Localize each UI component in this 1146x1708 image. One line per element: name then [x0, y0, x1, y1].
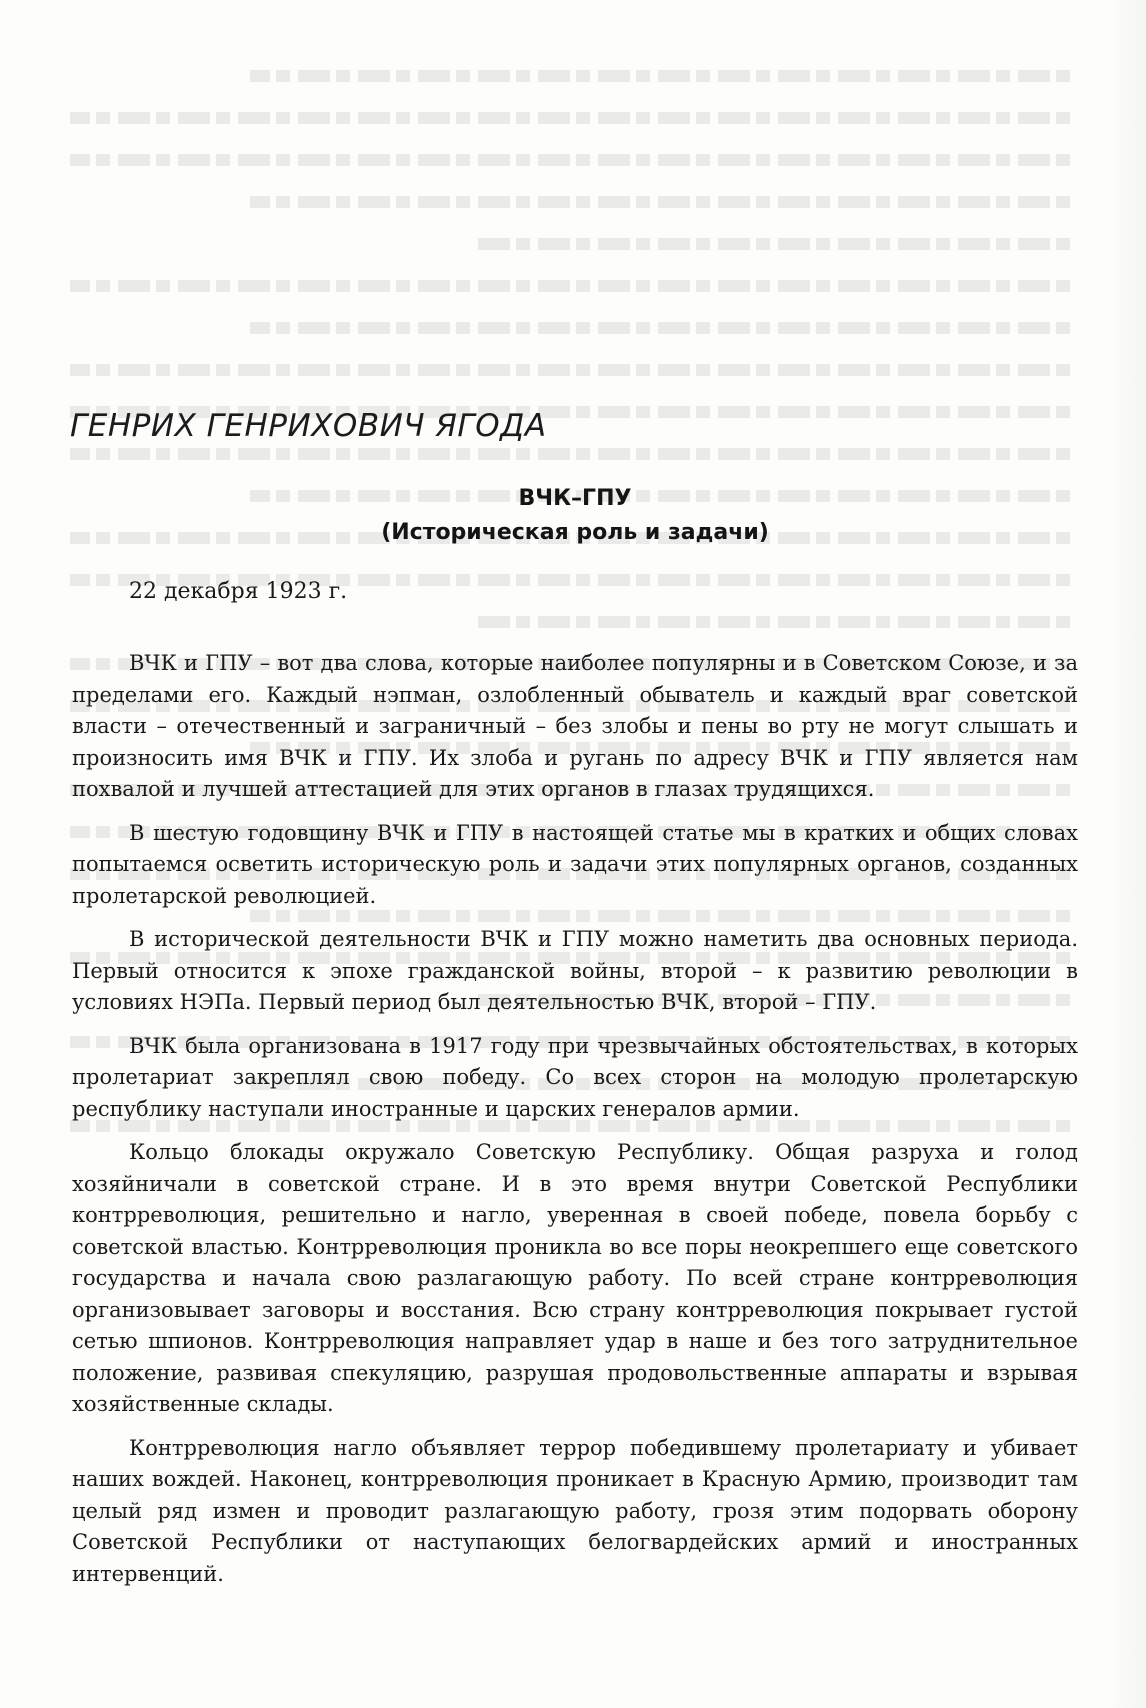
article-title: [70, 482, 1080, 550]
paragraph: ВЧК была организована в 1917 году при чрезвычайных обстоятельствах, в которых пролетариат закреплял свою победу. Со всех сторон на молодую пролетарскую республику наступали иностранные и царских генералов армии.: [72, 1033, 1078, 1121]
paragraph: ВЧК и ГПУ – вот два слова, которые наиболее популярны и в Советском Союзе, и за пределами его. Каждый нэпман, озлобленный обыватель и каждый враг советской власти – отечественный и заграничный – без злобы и пены во рту не могут слышать и произносить имя ВЧК и ГПУ. Их злоба и ругань по адресу ВЧК и ГПУ является нам похвалой и лучшей аттестацией для этих органов в глазах трудящихся.: [72, 651, 1078, 801]
author-name: ГЕНРИХ ГЕНРИХОВИЧ ЯГОДА: [70, 408, 547, 444]
paragraph: Кольцо блокады окружало Советскую Республику. Общая разруха и голод хозяйничали в советской стране. И в это время внутри Советской Республики контрреволюция, решительно и нагло, уверенная в своей победе, повела борьбу с советской властью. Контрреволюция проникла во все поры неокрепшего еще советского государства и начала свою разлагающую работу. По всей стране контрреволюция организовывает заговоры и восстания. Всю страну контрреволюция покрывает густой сетью шпионов. Контрреволюция направляет удар в наше и без того затруднительное положение, развивая спекуляцию, разрушая продовольственные аппараты и взрывая хозяйственные склады.: [72, 1140, 1078, 1416]
page-edge-shadow: [1106, 0, 1146, 1708]
article-date: 22 декабря 1923 г.: [129, 579, 348, 604]
article-title-main: ВЧК–ГПУ: [518, 486, 632, 511]
paragraph: В исторической деятельности ВЧК и ГПУ можно наметить два основных периода. Первый относится к эпохе гражданской войны, второй – к развитию революции в условиях НЭПа. Первый период был деятельностью ВЧК, второй – ГПУ.: [72, 927, 1078, 1014]
paragraph: Контрреволюция нагло объявляет террор победившему пролетариату и убивает наших вождей. Наконец, контрреволюция проникает в Красную Армию, производит там целый ряд измен и проводит разлагающую работу, грозя этим подорвать оборону Советской Республики от наступающих белогвардейских армий и иностранных интервенций.: [72, 1435, 1078, 1586]
article-body: [72, 648, 1078, 1602]
article-title-subtitle: (Историческая роль и задачи): [381, 520, 769, 545]
paragraph: В шестую годовщину ВЧК и ГПУ в настоящей статье мы в кратких и общих словах попытаемся осветить историческую роль и задачи этих популярных органов, созданных пролетарской революцией.: [72, 820, 1078, 908]
